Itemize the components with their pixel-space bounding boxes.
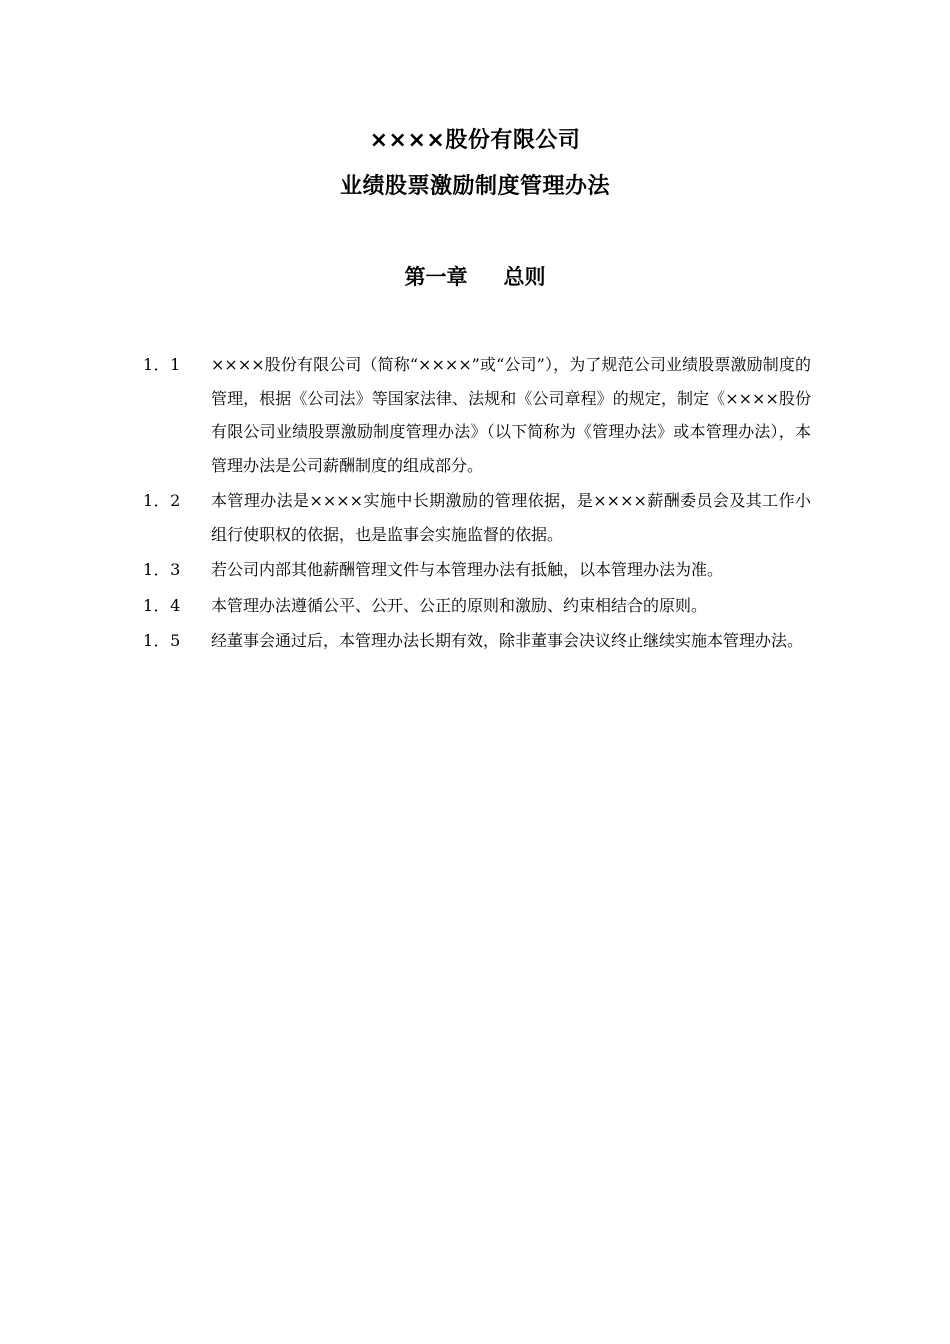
article-text: 经董事会通过后，本管理办法长期有效，除非董事会决议终止继续实施本管理办法。	[211, 631, 804, 650]
article-1-1	[143, 348, 823, 482]
document-title: 业绩股票激励制度管理办法	[339, 174, 610, 199]
article-text: 若公司内部其他薪酬管理文件与本管理办法有抵触，以本管理办法为准。	[211, 560, 724, 579]
article-number: 1．1	[143, 355, 181, 374]
article-text: 本管理办法遵循公平、公开、公正的原则和激励、约束相结合的原则。	[211, 595, 708, 615]
article-1-2	[143, 484, 823, 551]
article-text: 本管理办法是××××实施中长期激励的管理依据，是××××薪酬委员会及其工作小组行使职权的依据，也是监事会实施监督的依据。	[211, 491, 811, 544]
article-text: ××××股份有限公司（简称“××××”或“公司”），为了规范公司业绩股票激励制度的管理，根据《公司法》等国家法律、法规和《公司章程》的规定，制定《××××股份有限公司业绩股票激励制度管理办法》（以下简称为《管理办法》或本管理办法），本管理办法是公司薪酬制度的组成部分。	[211, 355, 811, 475]
chapter-number: 第一章	[404, 265, 468, 289]
company-title: ××××股份有限公司	[369, 128, 581, 153]
article-1-5	[143, 624, 823, 658]
chapter-name: 总则	[503, 265, 546, 289]
article-list	[143, 348, 823, 660]
article-1-4	[143, 589, 823, 623]
article-number: 1．4	[143, 595, 181, 615]
article-number: 1．2	[143, 491, 181, 510]
chapter-heading	[0, 262, 950, 292]
article-number: 1．3	[143, 560, 181, 579]
article-1-3	[143, 553, 823, 587]
article-number: 1．5	[143, 631, 181, 650]
